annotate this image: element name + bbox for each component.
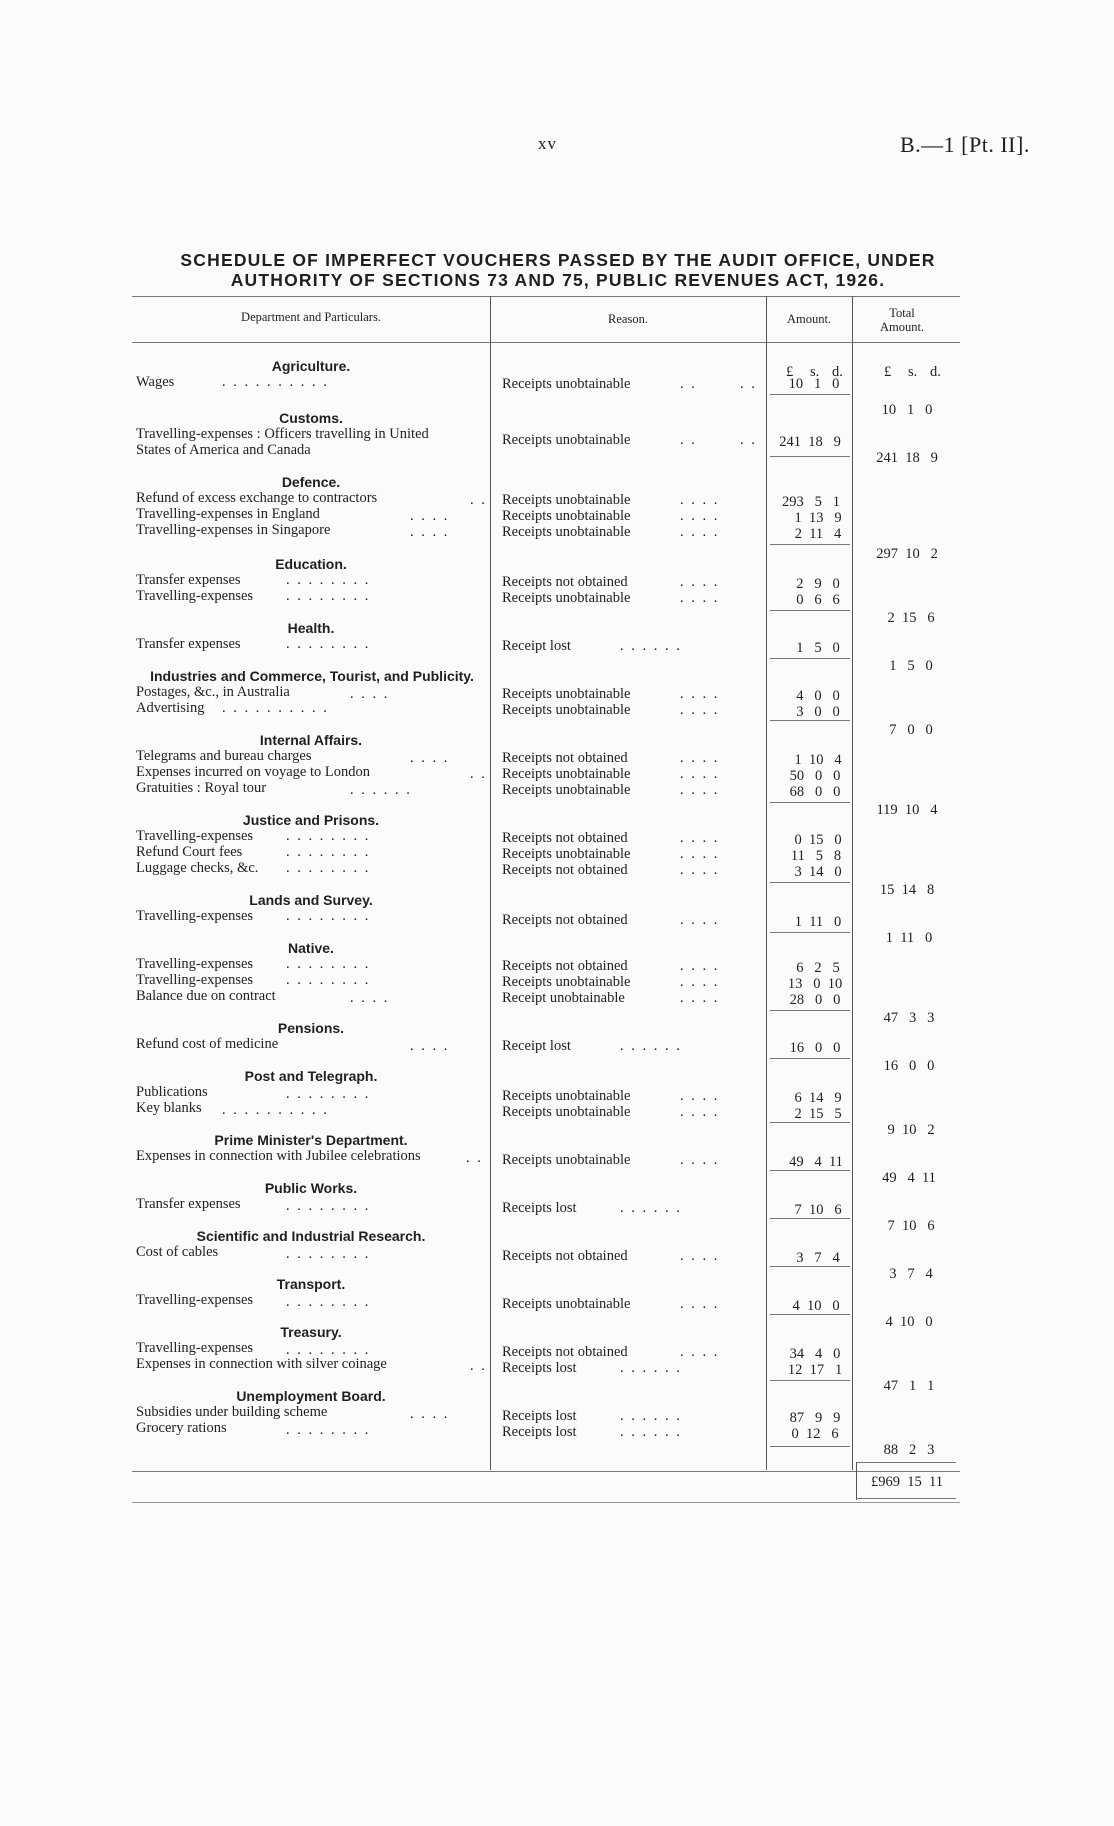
leader-dots: . . <box>680 376 697 392</box>
leader-dots: . . . . . . . . <box>286 1422 371 1438</box>
leader-dots: . . <box>470 766 487 782</box>
particular-transfer-expenses: Transfer expenses <box>136 636 241 652</box>
leader-dots: . . . . <box>680 492 720 508</box>
particular-travelling-expenses: Travelling-expenses <box>136 972 254 988</box>
schedule-title-line1: SCHEDULE OF IMPERFECT VOUCHERS PASSED BY THE AUDIT OFFICE, UNDER <box>180 250 936 270</box>
leader-dots: . . . . . . <box>350 782 412 798</box>
amount-value: 3 7 4 <box>796 1250 840 1266</box>
amount-value: 11 5 8 <box>790 848 842 864</box>
leader-dots: . . <box>470 492 487 508</box>
reason-text: Receipts unobtainable <box>502 766 631 782</box>
section-heading-transport: Transport. <box>276 1276 346 1292</box>
reason-text: Receipts unobtainable <box>502 702 631 718</box>
amount-value: 10 1 0 <box>788 376 840 392</box>
particular-travelling-expenses: Travelling-expenses <box>136 828 254 844</box>
particular-travelling-expenses-england: Travelling-expenses in England <box>136 506 320 522</box>
particular-travelling-expenses-singapore: Travelling-expenses in Singapore <box>136 522 331 538</box>
leader-dots: . . . . <box>680 830 720 846</box>
particular-voyage-london: Expenses incurred on voyage to London <box>136 764 370 780</box>
section-total-internal-affairs: 119 10 4 <box>876 802 938 818</box>
subtotal-rule <box>770 394 850 395</box>
leader-dots: . . . . <box>680 862 720 878</box>
reason-text: Receipts not obtained <box>502 862 628 878</box>
leader-dots: . . . . <box>680 524 720 540</box>
section-total-transport: 4 10 0 <box>885 1314 933 1330</box>
section-total-lands: 1 11 0 <box>885 930 933 946</box>
reason-text: Receipt lost <box>502 638 571 654</box>
amount-pence-unit: d. <box>832 364 843 380</box>
grand-total: £969 15 11 <box>871 1474 943 1490</box>
leader-dots: . . <box>680 432 697 448</box>
reason-text: Receipts unobtainable <box>502 974 631 990</box>
subtotal-rule <box>770 610 850 611</box>
section-total-treasury: 47 1 1 <box>883 1378 935 1394</box>
reason-text: Receipt lost <box>502 1038 571 1054</box>
leader-dots: . . . . <box>680 846 720 862</box>
subtotal-rule <box>770 1010 850 1011</box>
subtotal-rule <box>770 1314 850 1315</box>
leader-dots: . . <box>740 376 757 392</box>
particular-refund-medicine: Refund cost of medicine <box>136 1036 279 1052</box>
amount-value: 49 4 11 <box>789 1154 843 1170</box>
section-total-prime-minister: 49 4 11 <box>882 1170 936 1186</box>
particular-travelling-expenses-officers: Travelling-expenses : Officers travelling in United <box>136 426 429 442</box>
leader-dots: . . . . . . . . <box>286 908 371 924</box>
reason-text: Receipts unobtainable <box>502 1152 631 1168</box>
leader-dots: . . . . <box>680 974 720 990</box>
section-heading-scientific: Scientific and Industrial Research. <box>196 1228 426 1244</box>
leader-dots: . . . . <box>410 1406 450 1422</box>
section-heading-native: Native. <box>288 940 334 956</box>
leader-dots: . . . . <box>680 702 720 718</box>
section-heading-lands: Lands and Survey. <box>249 892 373 908</box>
header-bottom-rule <box>132 342 960 343</box>
amount-value: 3 14 0 <box>794 864 842 880</box>
section-total-native: 47 3 3 <box>883 1010 935 1026</box>
section-heading-customs: Customs. <box>279 410 343 426</box>
column-header-reason: Reason. <box>608 312 648 326</box>
section-heading-public-works: Public Works. <box>264 1180 358 1196</box>
leader-dots: . . . . . . . . . . <box>222 374 329 390</box>
reason-text: Receipts unobtainable <box>502 432 631 448</box>
leader-dots: . . . . <box>680 1088 720 1104</box>
section-heading-defence: Defence. <box>281 474 341 490</box>
amount-value: 4 0 0 <box>796 688 840 704</box>
particular-grocery-rations: Grocery rations <box>136 1420 227 1436</box>
section-heading-internal-affairs: Internal Affairs. <box>259 732 363 748</box>
section-total-unemployment: 88 2 3 <box>883 1442 935 1458</box>
leader-dots: . . . . . . <box>620 1038 682 1054</box>
section-total-post-telegraph: 9 10 2 <box>887 1122 935 1138</box>
particular-advertising: Advertising <box>136 700 205 716</box>
reason-text: Receipts lost <box>502 1408 577 1424</box>
section-total-customs: 241 18 9 <box>876 450 938 466</box>
amount-value: 1 11 0 <box>794 914 842 930</box>
leader-dots: . . . . . . . . <box>286 1342 371 1358</box>
particular-publications: Publications <box>136 1084 208 1100</box>
amount-value: 241 18 9 <box>779 434 841 450</box>
reason-text: Receipts not obtained <box>502 1344 628 1360</box>
subtotal-rule <box>770 1122 850 1123</box>
reason-text: Receipts unobtainable <box>502 376 631 392</box>
amount-value: 28 0 0 <box>789 992 841 1008</box>
particular-travelling-expenses: Travelling-expenses <box>136 1292 254 1308</box>
particular-travelling-expenses: Travelling-expenses <box>136 956 254 972</box>
leader-dots: . . . . <box>680 912 720 928</box>
leader-dots: . . . . . . . . <box>286 956 371 972</box>
page-number: xv <box>538 134 557 153</box>
section-heading-pensions: Pensions. <box>277 1020 345 1036</box>
section-heading-post-telegraph: Post and Telegraph. <box>244 1068 378 1084</box>
amount-value: 7 10 6 <box>794 1202 842 1218</box>
section-heading-unemployment: Unemployment Board. <box>236 1388 386 1404</box>
leader-dots: . . . . <box>410 508 450 524</box>
schedule-title-line2: AUTHORITY OF SECTIONS 73 AND 75, PUBLIC REVENUES ACT, 1926. <box>230 270 886 290</box>
section-heading-education: Education. <box>275 556 347 572</box>
subtotal-rule <box>770 544 850 545</box>
amount-value: 1 10 4 <box>794 752 842 768</box>
leader-dots: . . . . <box>680 1152 720 1168</box>
particular-travelling-expenses: Travelling-expenses <box>136 588 254 604</box>
reason-text: Receipts unobtainable <box>502 1088 631 1104</box>
section-total-health: 1 5 0 <box>889 658 933 674</box>
reason-text: Receipts not obtained <box>502 574 628 590</box>
leader-dots: . . . . <box>410 750 450 766</box>
table-bottom-rule <box>132 1471 960 1472</box>
leader-dots: . . . . . . . . <box>286 572 371 588</box>
amount-value: 16 0 0 <box>789 1040 841 1056</box>
leader-dots: . . . . . . . . <box>286 1246 371 1262</box>
total-pounds-unit: £ <box>884 364 892 380</box>
section-total-scientific: 3 7 4 <box>889 1266 933 1282</box>
reason-text: Receipts lost <box>502 1200 577 1216</box>
column-divider-reason <box>490 296 491 1470</box>
amount-value: 2 15 5 <box>794 1106 842 1122</box>
leader-dots: . . . . . . . . <box>286 844 371 860</box>
leader-dots: . . <box>466 1150 483 1166</box>
column-header-total-line2: Amount. <box>879 320 925 334</box>
section-total-defence: 297 10 2 <box>876 546 938 562</box>
reason-text: Receipts unobtainable <box>502 508 631 524</box>
particular-gratuities-royal-tour: Gratuities : Royal tour <box>136 780 267 796</box>
amount-pounds-unit: £ <box>786 364 794 380</box>
leader-dots: . . . . . . . . <box>286 828 371 844</box>
leader-dots: . . . . <box>350 990 390 1006</box>
section-heading-industries: Industries and Commerce, Tourist, and Publicity. <box>150 668 474 684</box>
section-heading-health: Health. <box>287 620 335 636</box>
reason-text: Receipts unobtainable <box>502 1104 631 1120</box>
section-total-education: 2 15 6 <box>887 610 935 626</box>
section-total-agriculture: 10 1 0 <box>881 402 933 418</box>
leader-dots: . . . . . . . . <box>286 636 371 652</box>
subtotal-rule <box>770 1266 850 1267</box>
document-reference: B.—1 [Pt. II]. <box>900 132 1030 157</box>
leader-dots: . . . . <box>680 766 720 782</box>
leader-dots: . . <box>470 1358 487 1374</box>
leader-dots: . . . . . . <box>620 638 682 654</box>
particular-transfer-expenses: Transfer expenses <box>136 1196 241 1212</box>
section-total-justice: 15 14 8 <box>879 882 935 898</box>
column-divider-total <box>852 296 853 1470</box>
reason-text: Receipts not obtained <box>502 750 628 766</box>
amount-value: 50 0 0 <box>789 768 841 784</box>
subtotal-rule <box>770 1218 850 1219</box>
subtotal-rule <box>770 1058 850 1059</box>
amount-value: 3 0 0 <box>796 704 840 720</box>
leader-dots: . . . . <box>680 574 720 590</box>
amount-value: 2 9 0 <box>796 576 840 592</box>
particular-silver-coinage: Expenses in connection with silver coinage <box>136 1356 387 1372</box>
particular-cost-of-cables: Cost of cables <box>136 1244 219 1260</box>
leader-dots: . . . . <box>680 590 720 606</box>
amount-shillings-unit: s. <box>810 364 820 380</box>
reason-text: Receipts lost <box>502 1424 577 1440</box>
particular-wages: Wages <box>136 374 175 390</box>
leader-dots: . . . . . . . . <box>286 1294 371 1310</box>
section-heading-prime-minister: Prime Minister's Department. <box>214 1132 408 1148</box>
section-total-public-works: 7 10 6 <box>887 1218 935 1234</box>
leader-dots: . . . . <box>680 1344 720 1360</box>
leader-dots: . . . . . . <box>620 1424 682 1440</box>
particular-jubilee-celebrations: Expenses in connection with Jubilee celebrations <box>136 1148 421 1164</box>
particular-travelling-expenses: Travelling-expenses <box>136 908 254 924</box>
section-heading-treasury: Treasury. <box>280 1324 342 1340</box>
leader-dots: . . . . <box>350 686 390 702</box>
reason-text: Receipts unobtainable <box>502 686 631 702</box>
particular-postages-australia: Postages, &c., in Australia <box>136 684 290 700</box>
amount-value: 0 6 6 <box>796 592 840 608</box>
column-header-total-line1: Total <box>889 306 915 320</box>
subtotal-rule <box>770 720 850 721</box>
amount-value: 4 10 0 <box>792 1298 840 1314</box>
particular-subsidies-building: Subsidies under building scheme <box>136 1404 328 1420</box>
leader-dots: . . . . . . . . . . <box>222 1102 329 1118</box>
leader-dots: . . . . <box>680 782 720 798</box>
leader-dots: . . <box>740 432 757 448</box>
particular-travelling-expenses: Travelling-expenses <box>136 1340 254 1356</box>
leader-dots: . . . . <box>680 508 720 524</box>
amount-value: 12 17 1 <box>787 1362 843 1378</box>
reason-text: Receipt unobtainable <box>502 990 625 1006</box>
leader-dots: . . . . . . . . . . <box>222 700 329 716</box>
leader-dots: . . . . <box>410 524 450 540</box>
grand-total-left-rule <box>856 1462 857 1500</box>
amount-value: 87 9 9 <box>789 1410 841 1426</box>
leader-dots: . . . . . . <box>620 1360 682 1376</box>
amount-value: 68 0 0 <box>789 784 841 800</box>
section-total-pensions: 16 0 0 <box>883 1058 935 1074</box>
total-shillings-unit: s. <box>908 364 918 380</box>
particular-balance-due-contract: Balance due on contract <box>136 988 276 1004</box>
particular-luggage-checks: Luggage checks, &c. <box>136 860 259 876</box>
subtotal-rule <box>770 932 850 933</box>
particular-key-blanks: Key blanks <box>136 1100 202 1116</box>
leader-dots: . . . . . . <box>620 1200 682 1216</box>
subtotal-rule <box>770 1380 850 1381</box>
reason-text: Receipts unobtainable <box>502 782 631 798</box>
reason-text: Receipts unobtainable <box>502 524 631 540</box>
table-top-rule <box>132 296 960 297</box>
total-pence-unit: d. <box>930 364 941 380</box>
amount-value: 0 12 6 <box>791 1426 839 1442</box>
amount-value: 2 11 4 <box>794 526 842 542</box>
leader-dots: . . . . . . <box>620 1408 682 1424</box>
particular-continuation: States of America and Canada <box>136 442 311 458</box>
reason-text: Receipts not obtained <box>502 958 628 974</box>
reason-text: Receipts unobtainable <box>502 846 631 862</box>
particular-telegrams-bureau: Telegrams and bureau charges <box>136 748 312 764</box>
leader-dots: . . . . . . . . <box>286 588 371 604</box>
amount-value: 13 0 10 <box>787 976 843 992</box>
leader-dots: . . . . . . . . <box>286 860 371 876</box>
grand-total-bottom-rule <box>856 1498 956 1499</box>
particular-transfer-expenses: Transfer expenses <box>136 572 241 588</box>
reason-text: Receipts not obtained <box>502 912 628 928</box>
column-divider-amount <box>766 296 767 1470</box>
particular-refund-court-fees: Refund Court fees <box>136 844 243 860</box>
section-heading-justice: Justice and Prisons. <box>242 812 380 828</box>
particular-refund-excess-exchange: Refund of excess exchange to contractors <box>136 490 378 506</box>
subtotal-rule <box>770 658 850 659</box>
reason-text: Receipts unobtainable <box>502 492 631 508</box>
reason-text: Receipts unobtainable <box>502 590 631 606</box>
column-header-department: Department and Particulars. <box>241 310 381 324</box>
leader-dots: . . . . <box>680 958 720 974</box>
subtotal-rule <box>770 1446 850 1447</box>
amount-value: 1 13 9 <box>794 510 842 526</box>
subtotal-rule <box>770 456 850 457</box>
grand-total-top-rule <box>856 1462 956 1463</box>
leader-dots: . . . . <box>680 750 720 766</box>
reason-text: Receipts not obtained <box>502 1248 628 1264</box>
leader-dots: . . . . <box>680 990 720 1006</box>
reason-text: Receipts not obtained <box>502 830 628 846</box>
section-heading-agriculture: Agriculture. <box>271 358 351 374</box>
leader-dots: . . . . <box>680 1104 720 1120</box>
subtotal-rule <box>770 882 850 883</box>
reason-text: Receipts unobtainable <box>502 1296 631 1312</box>
reason-text: Receipts lost <box>502 1360 577 1376</box>
page-bottom-rule <box>132 1502 960 1503</box>
amount-value: 1 5 0 <box>796 640 840 656</box>
amount-value: 6 2 5 <box>796 960 840 976</box>
leader-dots: . . . . . . . . <box>286 1086 371 1102</box>
amount-value: 6 14 9 <box>794 1090 842 1106</box>
amount-value: 0 15 0 <box>794 832 842 848</box>
leader-dots: . . . . . . . . <box>286 1198 371 1214</box>
section-total-industries: 7 0 0 <box>889 722 933 738</box>
subtotal-rule <box>770 1170 850 1171</box>
leader-dots: . . . . <box>680 1296 720 1312</box>
amount-value: 34 4 0 <box>789 1346 841 1362</box>
leader-dots: . . . . <box>410 1038 450 1054</box>
leader-dots: . . . . <box>680 686 720 702</box>
leader-dots: . . . . <box>680 1248 720 1264</box>
subtotal-rule <box>770 802 850 803</box>
amount-value: 293 5 1 <box>782 494 840 510</box>
leader-dots: . . . . . . . . <box>286 972 371 988</box>
column-header-amount: Amount. <box>786 312 832 326</box>
